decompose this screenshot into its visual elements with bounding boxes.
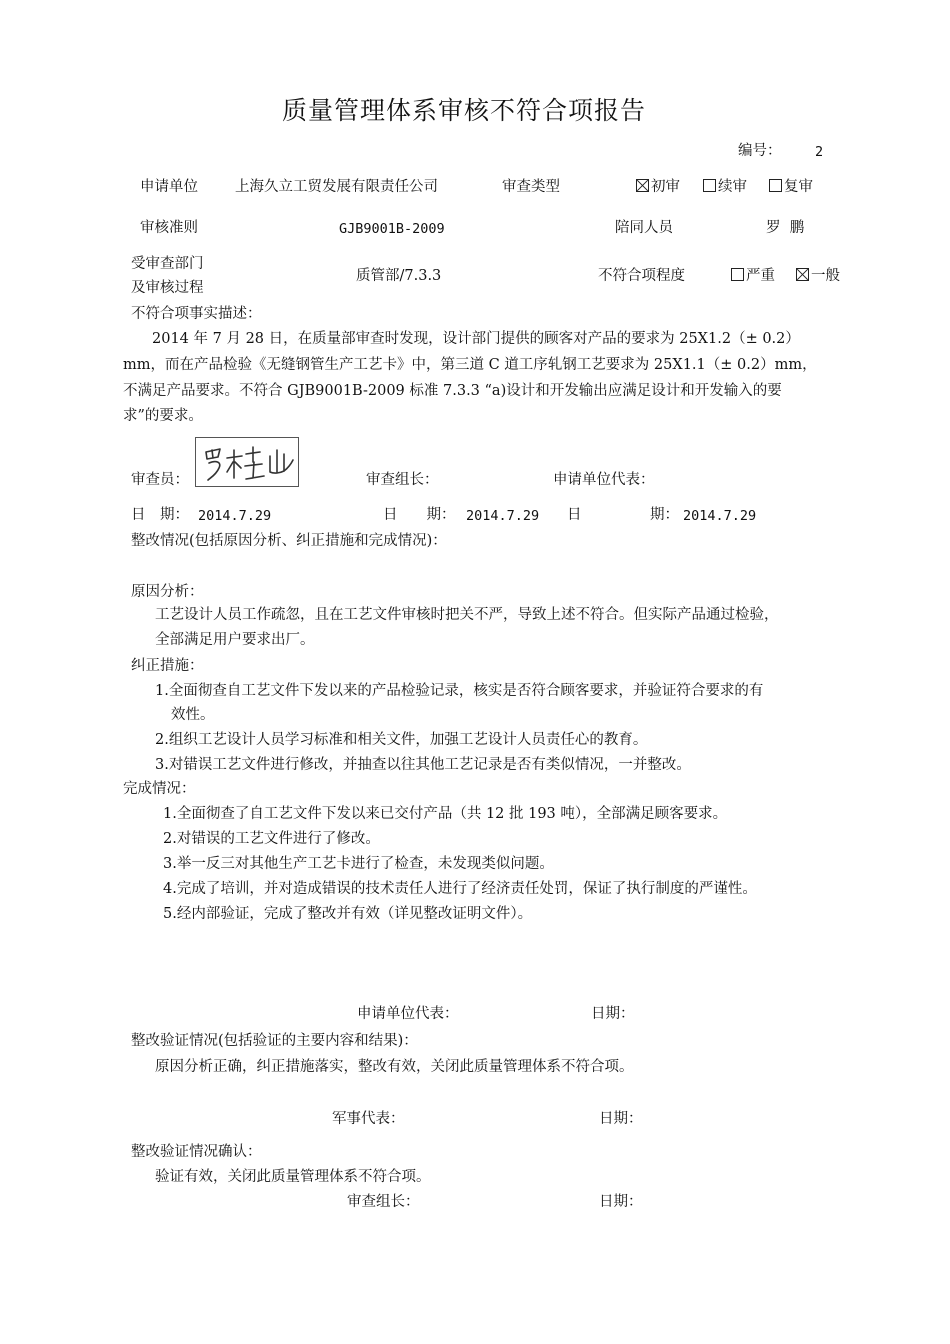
checked-box-icon[interactable] xyxy=(796,268,809,281)
measure-item: 3.对错误工艺文件进行修改，并抽查以往其他工艺记录是否有类似情况，一并整改。 xyxy=(155,757,691,773)
checked-box-icon[interactable] xyxy=(636,179,649,192)
date1-label: 日 期： xyxy=(131,507,189,523)
companion-label: 陪同人员 xyxy=(615,220,673,236)
criteria-value: GJB9001B-2009 xyxy=(339,221,445,237)
severity-serious[interactable] xyxy=(731,266,775,286)
severity-label: 不符合项程度 xyxy=(598,268,685,284)
rectification-rep-label: 申请单位代表： xyxy=(357,1006,459,1022)
facts-line: mm，而在产品检验《无缝钢管生产工艺卡》中，第三道 C 道工序轧钢工艺要求为 25X1.1（± 0.2）mm， xyxy=(123,357,817,373)
confirmation-date-label: 日期： xyxy=(599,1194,643,1210)
confirmation-text: 验证有效，关闭此质量管理体系不符合项。 xyxy=(155,1169,431,1185)
review-type-initial-label: 初审 xyxy=(651,179,680,195)
facts-line: 不满足产品要求。不符合 GJB9001B-2009 标准 7.3.3 “a)设计和开发输出应满足设计和开发输入的要 xyxy=(123,383,782,399)
companion-value: 罗 鹏 xyxy=(766,220,805,236)
review-type-label: 审查类型 xyxy=(502,179,560,195)
unchecked-box-icon[interactable] xyxy=(769,179,782,192)
team-leader-label: 审查组长： xyxy=(366,472,439,488)
rectification-date-label: 日期： xyxy=(591,1006,635,1022)
cause-text: 全部满足用户要求出厂。 xyxy=(155,632,315,648)
applicant-label: 申请单位 xyxy=(140,179,198,195)
dept-label-line2: 及审核过程 xyxy=(131,280,204,296)
measure-item: 2.组织工艺设计人员学习标准和相关文件，加强工艺设计人员责任心的教育。 xyxy=(155,732,648,748)
applicant-rep-label: 申请单位代表： xyxy=(553,472,655,488)
completion-heading: 完成情况： xyxy=(123,781,196,797)
military-rep-label: 军事代表： xyxy=(332,1111,405,1127)
severity-general[interactable] xyxy=(796,266,840,286)
rectification-heading: 整改情况(包括原因分析、纠正措施和完成情况)： xyxy=(131,533,447,549)
confirmation-heading: 整改验证情况确认： xyxy=(131,1144,262,1160)
completion-item: 5.经内部验证，完成了整改并有效（详见整改证明文件）。 xyxy=(163,906,533,922)
date2-value: 2014.7.29 xyxy=(466,508,540,524)
number-label: 编号： xyxy=(738,143,782,159)
auditor-label: 审查员： xyxy=(131,472,189,488)
date3-value: 2014.7.29 xyxy=(683,508,757,524)
criteria-label: 审核准则 xyxy=(140,220,198,236)
date2-label: 日 期： xyxy=(383,507,456,523)
severity-serious-label: 严重 xyxy=(746,268,775,284)
completion-item: 3.举一反三对其他生产工艺卡进行了检查，未发现类似问题。 xyxy=(163,856,554,872)
confirmation-leader-label: 审查组长： xyxy=(347,1194,420,1210)
facts-line: 2014 年 7 月 28 日，在质量部审查时发现，设计部门提供的顾客对产品的要求为 25X1.2（± 0.2） xyxy=(152,331,800,347)
dept-value: 质管部/7.3.3 xyxy=(356,268,442,284)
facts-line: 求”的要求。 xyxy=(123,408,203,424)
date1-value: 2014.7.29 xyxy=(198,508,272,524)
measure-item: 1.全面彻查自工艺文件下发以来的产品检验记录，核实是否符合顾客要求，并验证符合要求的有 xyxy=(155,683,764,699)
handwritten-signature-icon xyxy=(196,438,298,486)
review-type-reaudit-label: 复审 xyxy=(784,179,813,195)
completion-item: 1.全面彻查了自工艺文件下发以来已交付产品（共 12 批 193 吨），全部满足顾客要求。 xyxy=(163,806,728,822)
document-title: 质量管理体系审核不符合项报告 xyxy=(282,96,647,125)
unchecked-box-icon[interactable] xyxy=(731,268,744,281)
verification-text: 原因分析正确，纠正措施落实，整改有效，关闭此质量管理体系不符合项。 xyxy=(155,1059,634,1075)
date3-label-b: 期： xyxy=(650,507,679,523)
verification-date-label: 日期： xyxy=(599,1111,643,1127)
completion-item: 2.对错误的工艺文件进行了修改。 xyxy=(163,831,380,847)
severity-general-label: 一般 xyxy=(811,268,840,284)
facts-heading: 不符合项事实描述： xyxy=(131,306,262,322)
review-type-renewal[interactable] xyxy=(703,177,747,197)
auditor-signature xyxy=(195,437,299,487)
number-value: 2 xyxy=(815,144,824,160)
date3-label-a: 日 xyxy=(567,507,582,523)
completion-item: 4.完成了培训，并对造成错误的技术责任人进行了经济责任处罚，保证了执行制度的严谨性。 xyxy=(163,881,757,897)
cause-heading: 原因分析： xyxy=(131,584,204,600)
unchecked-box-icon[interactable] xyxy=(703,179,716,192)
review-type-reaudit[interactable] xyxy=(769,177,813,197)
cause-text: 工艺设计人员工作疏忽，且在工艺文件审核时把关不严，导致上述不符合。但实际产品通过检验， xyxy=(155,607,779,623)
measure-item: 效性。 xyxy=(171,707,215,723)
verification-heading: 整改验证情况(包括验证的主要内容和结果)： xyxy=(131,1033,418,1049)
applicant-value: 上海久立工贸发展有限责任公司 xyxy=(235,179,438,195)
dept-label-line1: 受审查部门 xyxy=(131,256,204,272)
measures-heading: 纠正措施： xyxy=(131,658,204,674)
review-type-renewal-label: 续审 xyxy=(718,179,747,195)
review-type-initial[interactable] xyxy=(636,177,680,197)
